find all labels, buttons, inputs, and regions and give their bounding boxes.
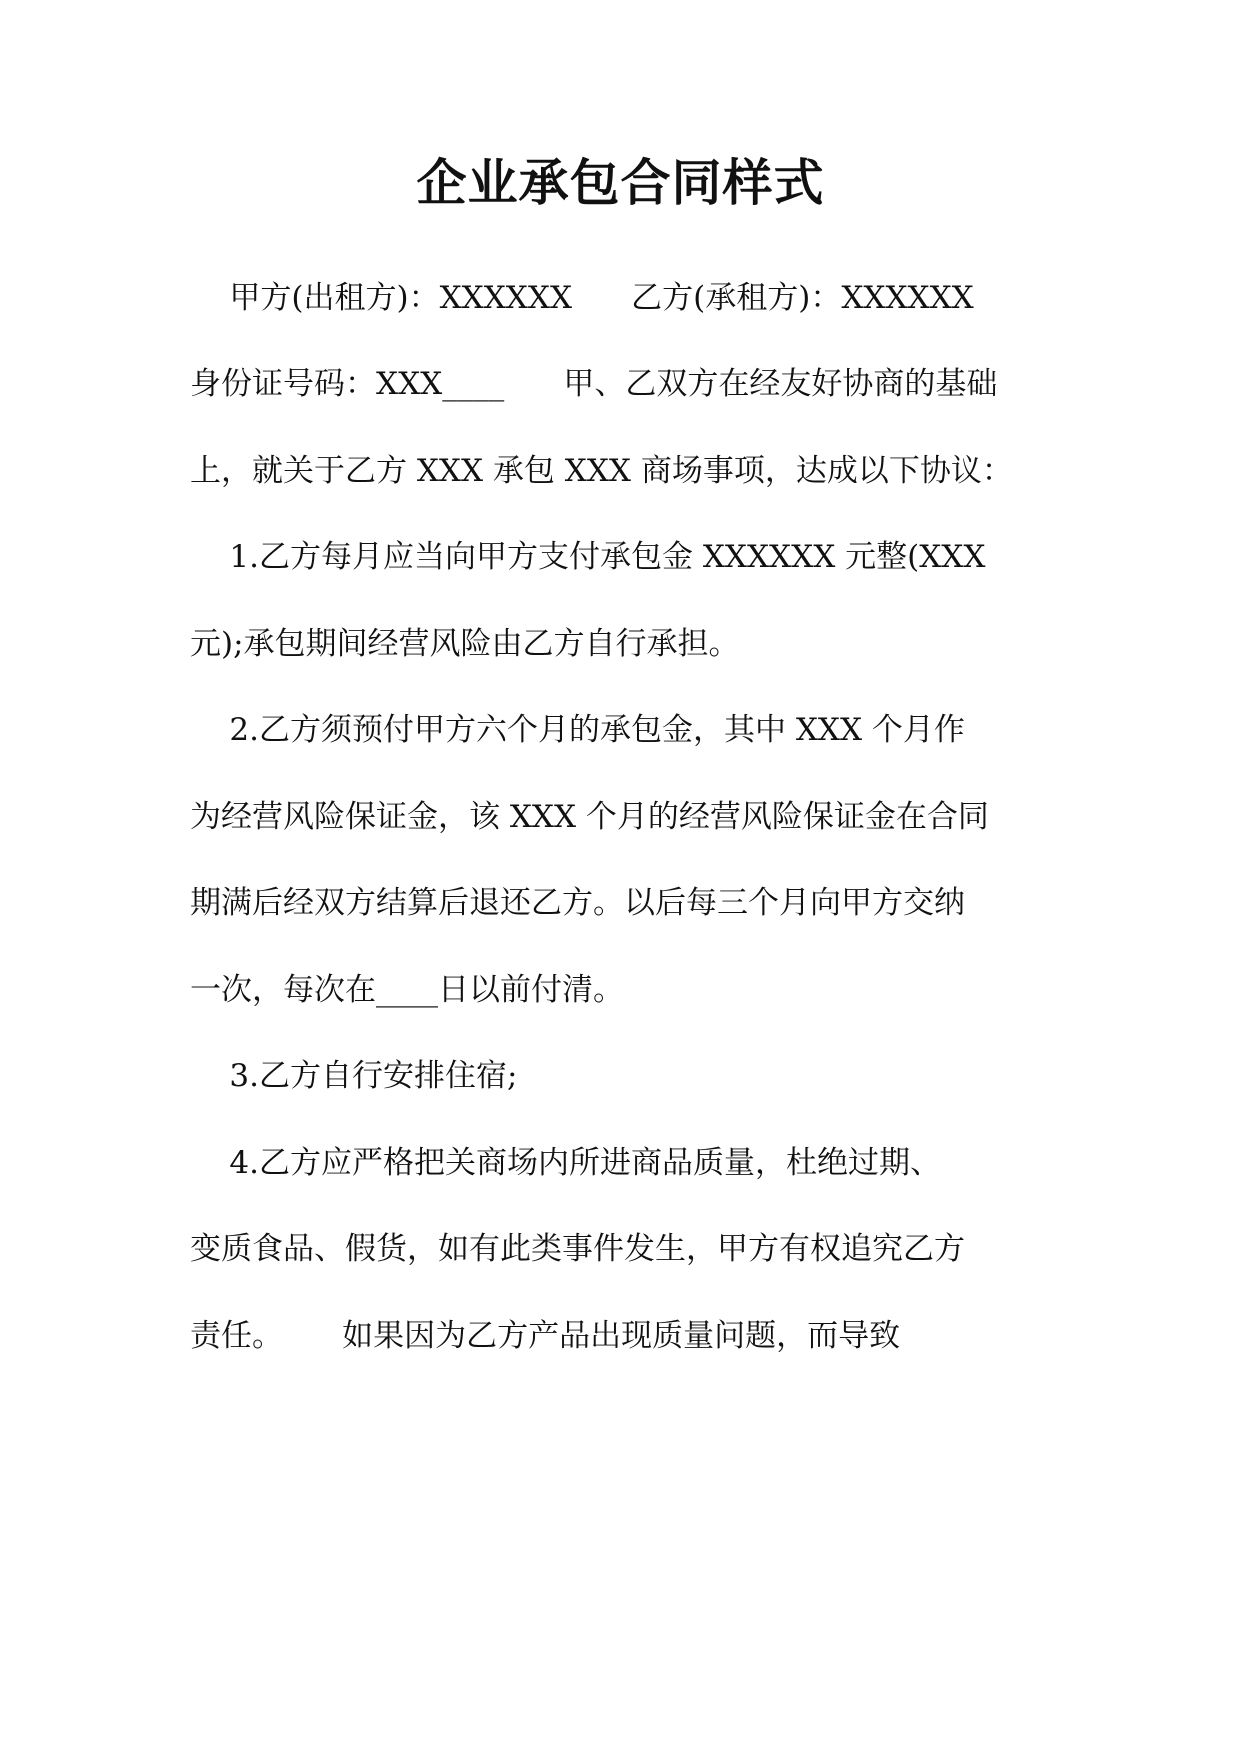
- party-info-line: 甲方(出租方)：XXXXXX 乙方(承租方)：XXXXXX: [190, 280, 974, 316]
- clause-3-line: 3.乙方自行安排住宿;: [190, 1058, 518, 1094]
- clause-2-line: 为经营风险保证金，该 XXX 个月的经营风险保证金在合同: [190, 799, 989, 835]
- clause-4-line: 变质食品、假货，如有此类事件发生，甲方有权追究乙方: [190, 1231, 965, 1267]
- clause-4-line: 责任。 如果因为乙方产品出现质量问题，而导致: [190, 1318, 901, 1354]
- body-text-line: 身份证号码：XXX____ 甲、乙双方在经友好协商的基础: [190, 366, 998, 402]
- clause-2-line: 期满后经双方结算后退还乙方。以后每三个月向甲方交纳: [190, 885, 965, 921]
- clause-4-line: 4.乙方应严格把关商场内所进商品质量，杜绝过期、: [190, 1145, 941, 1181]
- clause-1-line: 元);承包期间经营风险由乙方自行承担。: [190, 626, 740, 662]
- clause-2-line: 2.乙方须预付甲方六个月的承包金，其中 XXX 个月作: [190, 712, 965, 748]
- body-text-line: 上，就关于乙方 XXX 承包 XXX 商场事项，达成以下协议：: [190, 453, 1013, 489]
- document-title: 企业承包合同样式: [416, 153, 825, 212]
- clause-2-line: 一次，每次在____日以前付清。: [190, 972, 624, 1008]
- clause-1-line: 1.乙方每月应当向甲方支付承包金 XXXXXX 元整(XXX: [190, 539, 986, 575]
